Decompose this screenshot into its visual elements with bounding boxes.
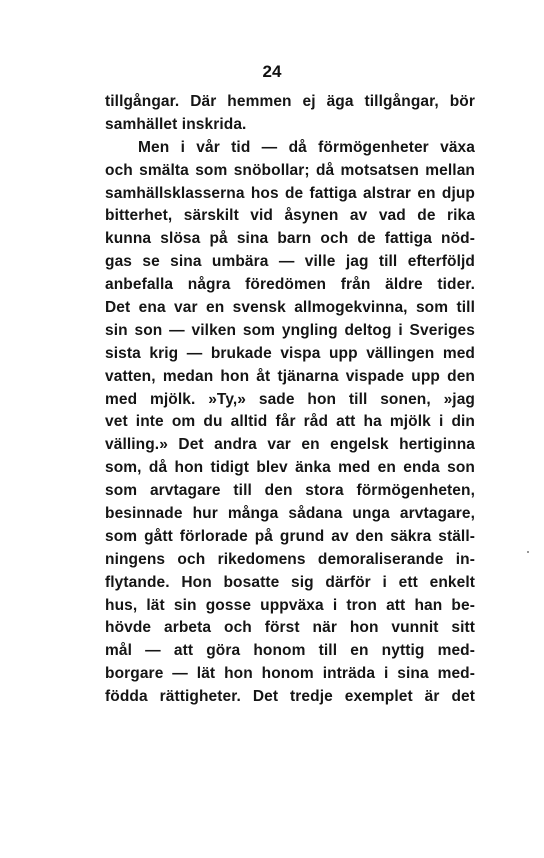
body-text [105,91,475,709]
text-line: Det ena var en svensk allmogekvinna, som till [105,299,475,317]
text-line: anbefalla några föredömen från äldre tider. [105,276,475,294]
text-line: borgare — lät hon honom inträda i sina med- [105,665,475,683]
text-line: hövde arbeta och först när hon vunnit sitt [105,619,475,637]
text-line: Men i vår tid — då förmögenheter växa [138,138,475,156]
text-line: vatten, medan hon åt tjänarna vispade upp den [105,367,475,385]
text-line: och smälta som snöbollar; då motsatsen mellan [105,161,475,179]
text-line: ningens och rikedomens demoraliserande in- [105,550,475,568]
text-line: välling.» Det andra var en engelsk hertiginna [105,436,475,454]
text-line: födda rättigheter. Det tredje exemplet är det [105,688,475,706]
text-line: besinnade hur många sådana unga arvtagare, [105,505,475,523]
print-speck [527,551,529,553]
text-line: kunna slösa på sina barn och de fattiga nöd- [105,230,475,248]
text-line: hus, lät sin gosse uppväxa i tron att han be- [105,596,475,614]
text-line: bitterhet, särskilt vid åsynen av vad de rika [105,207,475,225]
text-line: sin son — vilken som yngling deltog i Sveriges [105,321,475,339]
text-line: samhället inskrida. [105,115,247,133]
text-line: tillgångar. Där hemmen ej äga tillgångar, bör [105,93,475,110]
text-line: med mjölk. »Ty,» sade hon till sonen, »jag [105,390,475,408]
page-number: 24 [262,62,282,81]
text-line: som arvtagare till den stora förmögenheten, [105,482,475,500]
text-line: gas se sina umbära — ville jag till efterföljd [105,253,475,271]
text-line: sista krig — brukade vispa upp vällingen med [105,344,475,362]
text-line: som, då hon tidigt blev änka med en enda son [105,459,475,477]
text-line: mål — att göra honom till en nyttig med- [105,642,475,660]
text-line: samhällsklasserna hos de fattiga alstrar en djup [105,184,475,202]
text-line: flytande. Hon bosatte sig därför i ett enkelt [105,573,475,591]
text-line: vet inte om du alltid får råd att ha mjölk i din [105,413,475,431]
text-line: som gått förlorade på grund av den säkra ställ- [105,527,475,545]
